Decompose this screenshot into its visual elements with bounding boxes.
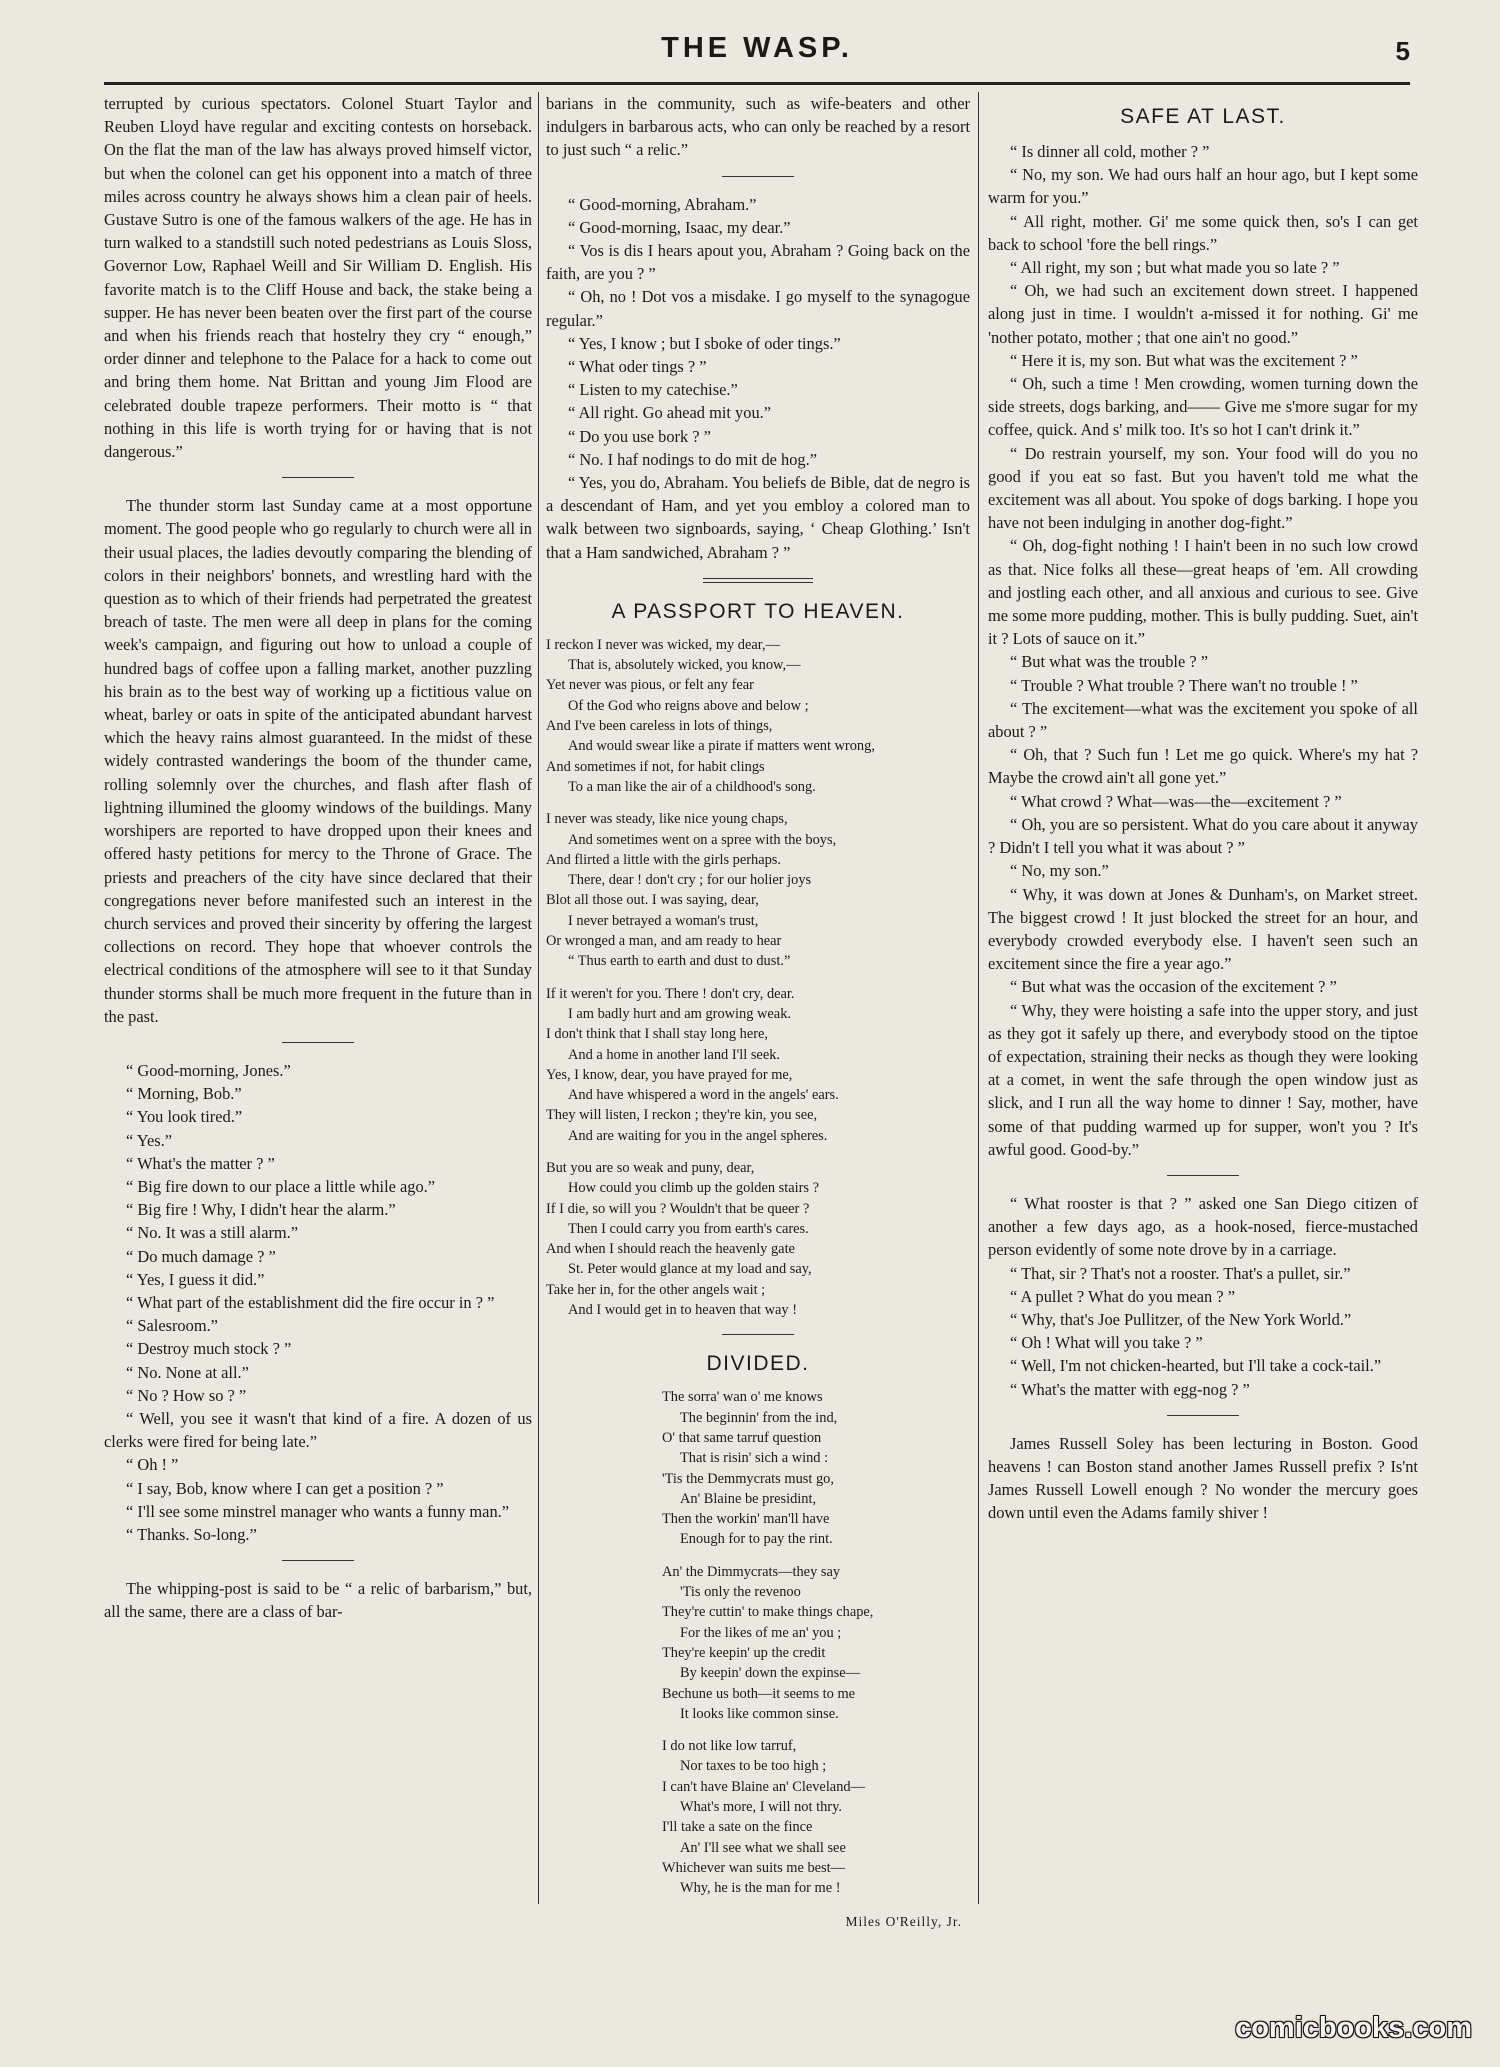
article-paragraph: “ Oh, that ? Such fun ! Let me go quick. Where's my hat ? Maybe the crowd ain't all gone yet.” [988,745,1418,788]
article-paragraph: “ Yes, you do, Abraham. You beliefs de Bible, dat de negro is a descendant of Ham, and yet you embloy a colored man to walk between two signboards, saying, ‘ Cheap Glothing.’ Isn't that a Ham sandwiched, Abraham ? ” [546,473,970,562]
poem-line: They're keepin' up the credit [662,1644,826,1661]
poem-line: 'Tis the Demmycrats must go, [662,1470,834,1487]
article-paragraph: “ Oh ! ” [126,1455,179,1475]
poem-line: How could you climb up the golden stairs ? [568,1180,819,1197]
section-divider [282,1042,354,1043]
article-paragraph: The whipping-post is said to be “ a relic of barbarism,” but, all the same, there are a class of bar- [104,1579,532,1622]
article-paragraph: “ Yes.” [126,1130,172,1150]
poem-line: Bechune us both—it seems to me [662,1685,856,1702]
section-divider-double [703,578,813,583]
article-paragraph: “ Yes, I know ; but I sboke of oder tings.” [568,333,841,353]
poem-line: And sometimes went on a spree with the boys, [568,831,837,848]
poem-line: St. Peter would glance at my load and say, [568,1261,812,1278]
article-paragraph: “ Listen to my catechise.” [568,380,738,400]
poem-stanza [662,1736,970,1898]
poem-line: Then I could carry you from earth's cares. [568,1220,809,1237]
masthead-title: THE WASP. [661,32,853,64]
poem-line: They will listen, I reckon ; they're kin, you see, [546,1107,818,1124]
article-paragraph: “ What's the matter ? ” [126,1153,275,1173]
article-paragraph: “ Salesroom.” [126,1316,218,1336]
article-paragraph: “ Big fire down to our place a little while ago.” [126,1176,436,1196]
poem [546,635,970,1321]
article-paragraph: “ Why, it was down at Jones & Dunham's, on Market street. The biggest crowd ! It just blocked the street for an hour, and everybody crowded everybody else. I haven't seen such an excitement since the fire a year ago.” [988,884,1418,974]
article-paragraph: “ No, my son. We had ours half an hour ago, but I kept some warm for you.” [988,165,1418,208]
column-divider [978,92,979,1904]
article-paragraph: “ Thanks. So-long.” [126,1524,257,1544]
poem-line: And I would get in to heaven that way ! [568,1302,797,1319]
section-divider [282,1560,354,1561]
article-paragraph: “ A pullet ? What do you mean ? ” [1010,1286,1236,1306]
article-paragraph: “ All right. Go ahead mit you.” [568,403,772,423]
article-paragraph: “ Good-morning, Jones.” [126,1060,291,1080]
column-middle [546,92,970,2032]
poem-line: And are waiting for you in the angel spheres. [568,1127,828,1144]
poem-line: And sometimes if not, for habit clings [546,758,765,775]
poem-line: Enough for to pay the rint. [680,1531,833,1548]
article-paragraph: “ Here it is, my son. But what was the excitement ? ” [1010,350,1358,370]
poem-line: Nor taxes to be too high ; [680,1758,827,1775]
article-paragraph: “ Oh, you are so persistent. What do you care about it anyway ? Didn't I tell you what it was about ? ” [988,814,1418,858]
article-paragraph: “ What oder tings ? ” [568,357,707,377]
article-paragraph: “ No ? How so ? ” [126,1385,247,1405]
poem-line: And have whispered a word in the angels' ears. [568,1087,839,1104]
section-divider [722,176,794,177]
article-paragraph: “ No. I haf nodings to do mit de hog.” [568,449,818,469]
column-right [988,92,1418,2032]
article-paragraph: “ I'll see some minstrel manager who wants a funny man.” [126,1501,510,1521]
article-paragraph: “ What rooster is that ? ” asked one San Diego citizen of another a few days ago, as a hook-nosed, fierce-mustached person evidently of some note drove by in a carriage. [988,1193,1418,1260]
poem-line: If it weren't for you. There ! don't cry, dear. [546,985,795,1002]
article-paragraph: “ You look tired.” [126,1107,243,1127]
poem-line: They're cuttin' to make things chape, [662,1604,874,1621]
poem-line: It looks like common sinse. [680,1705,839,1722]
article-paragraph: “ Why, they were hoisting a safe into the upper story, and just as they got it safely up there, and everybody stood on the tiptoe of expectation, straining their necks as though they were looking at a comet, in went the safe through the open window just as slick, and I run all the way home to dinner ! Say, mother, have some of that pudding warmed up for supper, won't you ? It's awful good. Good-by.” [988,1000,1418,1159]
poem-stanza [662,1562,970,1724]
article-paragraph: “ What's the matter with egg-nog ? ” [1010,1379,1250,1399]
poem-line: Of the God who reigns above and below ; [568,697,809,714]
poem-line: I never betrayed a woman's trust, [568,912,759,929]
article-paragraph: “ No, my son.” [1010,861,1109,881]
poem-line: And I've been careless in lots of things, [546,718,773,735]
header-rule [104,82,1410,85]
poem-line: Or wronged a man, and am ready to hear [546,933,782,950]
poem-stanza [546,984,970,1146]
article-paragraph: “ I say, Bob, know where I can get a position ? ” [126,1478,444,1498]
poem-line: An' the Dimmycrats—they say [662,1563,841,1580]
article-paragraph: “ Oh ! What will you take ? ” [1010,1333,1203,1353]
article-paragraph: “ Trouble ? What trouble ? There wan't no trouble ! ” [1010,675,1358,695]
article-paragraph: “ Is dinner all cold, mother ? ” [1010,142,1210,161]
article-paragraph: “ Good-morning, Abraham.” [568,194,757,214]
poem-line: Take her in, for the other angels wait ; [546,1281,766,1298]
poem-line: Blot all those out. I was saying, dear, [546,892,759,909]
article-paragraph: “ Yes, I guess it did.” [126,1269,265,1289]
poem-line: “ Thus earth to earth and dust to dust.” [568,953,791,970]
article-paragraph: “ Well, I'm not chicken-hearted, but I'll take a cock-tail.” [1010,1356,1382,1376]
poem-line: And would swear like a pirate if matters went wrong, [568,738,875,755]
article-paragraph: “ All right, my son ; but what made you so late ? ” [1010,258,1340,278]
section-divider [282,477,354,478]
poem-line: Yes, I know, dear, you have prayed for me, [546,1066,793,1083]
article-paragraph: James Russell Soley has been lecturing in Boston. Good heavens ! can Boston stand another James Russell prefix ? Is'nt James Russell Lowell enough ? No wonder the mercury goes down until even the Adams family shiver ! [988,1433,1418,1523]
poem-line: For the likes of me an' you ; [680,1624,842,1641]
poem-line: The beginnin' from the ind, [680,1409,838,1426]
poem-line: I never was steady, like nice young chaps, [546,811,788,828]
article-paragraph: “ Do you use bork ? ” [568,426,711,446]
poem-line: By keepin' down the expinse— [680,1665,861,1682]
poem-line: To a man like the air of a childhood's song. [568,778,816,795]
article-paragraph: “ Oh, no ! Dot vos a misdake. I go myself to the synagogue regular.” [546,287,970,330]
article-paragraph: terrupted by curious spectators. Colonel Stuart Taylor and Reuben Lloyd have regular and exciting contests on horseback. On the flat the man of the law has always proved himself victor, but when the colonel can get his opponent into a match of three miles across country he always shows him a clean pair of heels. Gustave Sutro is one of the famous walkers of the age. He has in turn walked to a standstill such noted pedestrians as Louis Sloss, Governor Low, Raphael Weill and Sir William D. English. His favorite match is to the Cliff House and back, the stake being a supper. He has never been beaten over the first part of the course and when his friends reach that hostelry they cry “ enough,” order dinner and telephone to the Palace for a hack to come out and bring them home. Nat Brittan and young Jim Flood are celebrated double trapeze performers. Their motto is “ that nothing in this life is worth trying for or having that is not dangerous.” [104,94,532,462]
article-paragraph: “ But what was the trouble ? ” [1010,652,1208,672]
poem-line: Then the workin' man'll have [662,1511,830,1528]
poem-line: Whichever wan suits me best— [662,1859,846,1876]
poem-stanza [546,635,970,797]
article-paragraph: “ Big fire ! Why, I didn't hear the alarm.” [126,1200,396,1220]
article-paragraph: The thunder storm last Sunday came at a most opportune moment. The good people who go regularly to church were all in their usual places, the ladies devoutly comparing the blending of colors in their neighbors' bonnets, and wrestling hard with the question as to which of their friends had perpetrated the greatest breach of taste. The men were all deep in plans for the coming week's campaign, and figuring out how to unload a couple of hundred bags of coffee upon a falling market, another puzzling his brain as to the best way of working up a fictitious value on wheat, barley or oats in spite of the anticipated abundant harvest which the heavy rains almost guaranteed. In the midst of these widely contrasted wanderings the boom of the thunder came, rolling solemnly over the churches, and flash after flash of lightning illumined the gloomy windows of the buildings. Many worshipers are reported to have dropped upon their knees and offered hasty petitions for mercy to the Throne of Grace. The priests and preachers of the city have since declared that their congregations never before manifested such an interest in the church services and proved their sincerity by offering the largest collections on record. They hope that whoever controls the electrical conditions of the atmosphere will see to it that Sunday thunder storms shall be much more frequent in the future than in the past. [104,496,532,1026]
poem-line: O' that same tarruf question [662,1429,822,1446]
poem-line: There, dear ! don't cry ; for our holier joys [568,872,812,889]
poem-line: And flirted a little with the girls perhaps. [546,851,781,868]
article-headline: DIVIDED. [706,1352,810,1376]
article-paragraph: “ Oh, such a time ! Men crowding, women turning down the side streets, dogs barking, and—— Give me s'more sugar for my coffee, quick. And s' milk too. It's so hot I can't drink it.” [988,374,1418,440]
article-paragraph: “ All right, mother. Gi' me some quick then, so's I can get back to school 'fore the bell rings.” [988,211,1418,254]
article-paragraph: “ The excitement—what was the excitement you spoke of all about ? ” [988,698,1418,742]
poem [546,1387,970,1898]
article-paragraph: “ Vos is dis I hears apout you, Abraham ? Going back on the faith, are you ? ” [546,241,970,284]
article-paragraph: “ Oh, dog-fight nothing ! I hain't been in no such low crowd as that. Nice folks all these—great heaps of 'em. All crowding and jostling each other, and all anxious and curious to see. Give me some more pudding, mother. This is bully pudding. Suet, ain't it ? Lots of sauce on it.” [988,536,1418,649]
article-paragraph: “ Good-morning, Isaac, my dear.” [568,217,791,237]
article-paragraph: “ Do much damage ? ” [126,1246,276,1266]
article-paragraph: “ No. It was a still alarm.” [126,1223,299,1243]
poem-line: That is, absolutely wicked, you know,— [568,657,801,674]
article-paragraph: “ No. None at all.” [126,1362,249,1382]
poem-line: I can't have Blaine an' Cleveland— [662,1778,865,1795]
poem-line: I'll take a sate on the fince [662,1819,813,1836]
poem-signature: Miles O'Reilly, Jr. [845,1914,962,1930]
article-paragraph: “ What part of the establishment did the fire occur in ? ” [126,1292,495,1312]
poem-line: I am badly hurt and am growing weak. [568,1005,791,1022]
poem-line: And when I should reach the heavenly gate [546,1241,795,1258]
poem-line: 'Tis only the revenoo [680,1584,801,1601]
poem-line: What's more, I will not thry. [680,1799,842,1815]
article-headline: SAFE AT LAST. [1120,105,1286,128]
article-paragraph: “ That, sir ? That's not a rooster. That's a pullet, sir.” [1010,1263,1351,1283]
article-paragraph: “ Why, that's Joe Pullitzer, of the New York World.” [1010,1309,1352,1329]
section-divider [722,1334,794,1335]
poem-line: I reckon I never was wicked, my dear,— [546,636,780,653]
poem-line: If I die, so will you ? Wouldn't that be queer ? [546,1200,810,1217]
poem-line: I do not like low tarruf, [662,1738,797,1755]
article-paragraph: “ But what was the occasion of the excitement ? ” [1010,977,1337,997]
page-header [104,30,1410,90]
poem-line: An' I'll see what we shall see [680,1839,846,1856]
section-divider [1167,1175,1239,1176]
article-paragraph: “ What crowd ? What—was—the—excitement ? ” [1010,791,1342,811]
poem-stanza [546,1158,970,1320]
page-number: 5 [1395,36,1410,66]
poem-stanza [546,809,970,971]
poem-stanza [662,1387,970,1549]
article-paragraph: “ Do restrain yourself, my son. Your food will do you no good if you eat so fast. But you haven't told me what the excitement was all about. You spoke of dogs barking. I hope you have not been indulging in another dog-fight.” [988,443,1418,533]
poem-line: I don't think that I shall stay long here, [546,1026,769,1043]
article-paragraph: “ Destroy much stock ? ” [126,1339,292,1359]
poem-line: Yet never was pious, or felt any fear [546,677,754,694]
poem-line: The sorra' wan o' me knows [662,1389,823,1406]
poem-line: And a home in another land I'll seek. [568,1046,780,1063]
column-divider [538,92,539,1904]
column-left [104,92,532,2032]
poem-line: An' Blaine be presidint, [680,1490,817,1507]
article-paragraph: “ Well, you see it wasn't that kind of a fire. A dozen of us clerks were fired for being late.” [104,1408,532,1452]
article-paragraph: barians in the community, such as wife-beaters and other indulgers in barbarous acts, who can only be reached by a resort to just such “ a relic.” [546,94,970,160]
poem-line: Why, he is the man for me ! [680,1880,841,1897]
article-paragraph: “ Morning, Bob.” [126,1084,242,1104]
watermark-logo: comicbooks.com [1235,2012,1472,2044]
article-headline: A PASSPORT TO HEAVEN. [611,599,905,623]
poem-line: But you are so weak and puny, dear, [546,1159,755,1176]
article-paragraph: “ Oh, we had such an excitement down street. I happened along just in time. I wouldn't a-missed it for nothing. Gi' me 'nother potato, mother ; that one ain't no good.” [988,281,1418,347]
section-divider [1167,1415,1239,1416]
poem-line: That is risin' sich a wind : [680,1450,829,1467]
